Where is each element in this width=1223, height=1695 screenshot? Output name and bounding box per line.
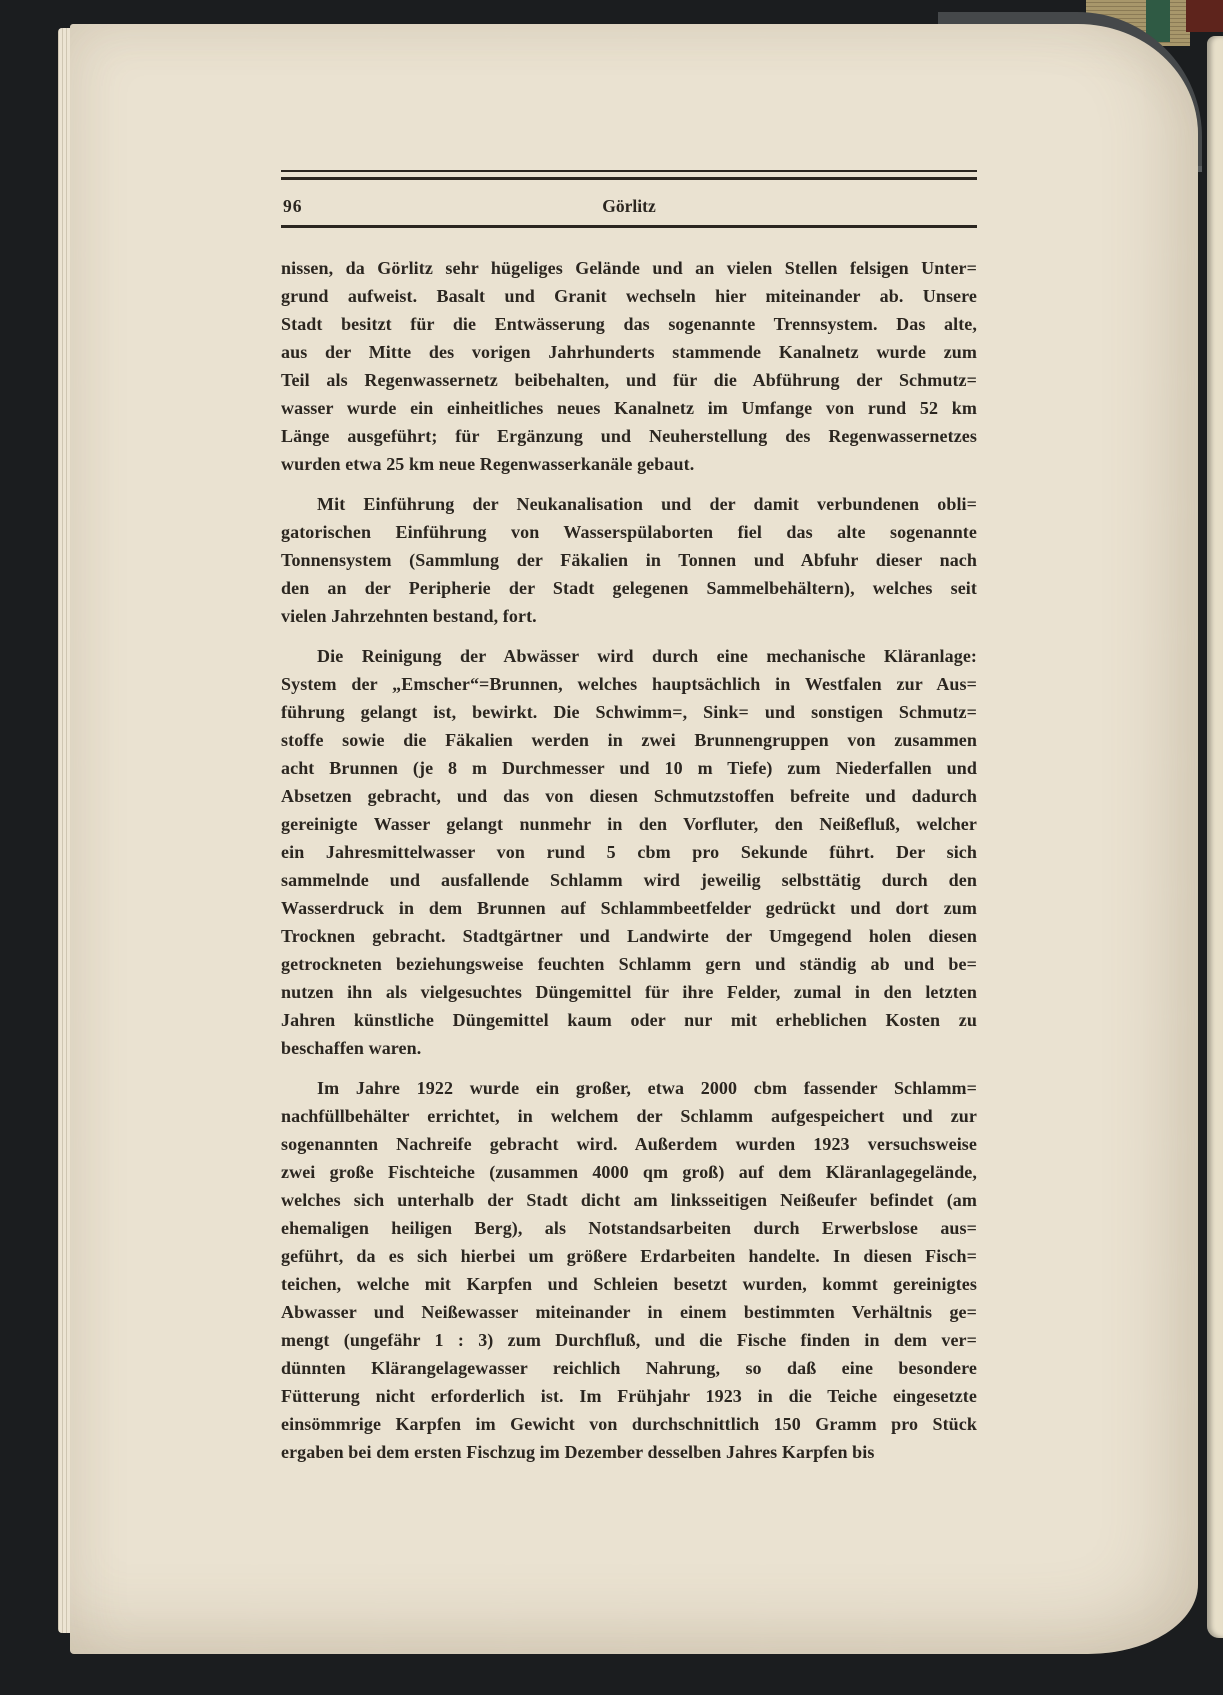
- page-number: 96: [283, 196, 303, 216]
- text-line: einsömmrige Karpfen im Gewicht von durchschnittlich 150 Gramm pro Stück: [281, 1414, 977, 1434]
- text-line: gatorischen Einführung von Wasserspülaborten fiel das alte sogenannte: [281, 522, 977, 542]
- text-line: nissen, da Görlitz sehr hügeliges Gelände und an vielen Stellen felsigen Unter=: [281, 258, 977, 278]
- text-line: Mit Einführung der Neukanalisation und der damit verbundenen obli=: [317, 494, 977, 514]
- paragraph: [281, 490, 977, 630]
- text-line: Die Reinigung der Abwässer wird durch eine mechanische Kläranlage:: [317, 646, 977, 666]
- paragraph: [281, 1074, 977, 1466]
- text-line: sogenannten Nachreife gebracht wird. Außerdem wurden 1923 versuchsweise: [281, 1134, 977, 1154]
- text-line: nutzen ihn als vielgesuchtes Düngemittel für ihre Felder, zumal in den letzten: [281, 982, 977, 1002]
- text-line: teichen, welche mit Karpfen und Schleien besetzt wurden, kommt gereinigtes: [281, 1274, 977, 1294]
- text-line: getrockneten beziehungsweise feuchten Schlamm gern und ständig ab und be=: [281, 954, 977, 974]
- text-line: wurden etwa 25 km neue Regenwasserkanäle gebaut.: [281, 454, 695, 474]
- text-line: dünnten Klärangelagewasser reichlich Nahrung, so daß eine besondere: [281, 1358, 977, 1378]
- text-line: gereinigte Wasser gelangt nunmehr in den Vorfluter, den Neißefluß, welcher: [281, 814, 977, 834]
- text-line: wasser wurde ein einheitliches neues Kanalnetz im Umfange von rund 52 km: [281, 398, 977, 418]
- body-text: [281, 254, 977, 1466]
- text-line: nachfüllbehälter errichtet, in welchem der Schlamm aufgespeichert und zur: [281, 1106, 977, 1126]
- text-line: geführt, da es sich hierbei um größere Erdarbeiten handelte. In diesen Fisch=: [281, 1246, 977, 1266]
- page-header: [281, 189, 977, 225]
- text-line: grund aufweist. Basalt und Granit wechseln hier miteinander ab. Unsere: [281, 286, 977, 306]
- text-line: ergaben bei dem ersten Fischzug im Dezember desselben Jahres Karpfen bis: [281, 1442, 875, 1462]
- text-line: System der „Emscher“=Brunnen, welches hauptsächlich in Westfalen zur Aus=: [281, 674, 977, 694]
- text-line: Abwasser und Neißewasser miteinander in einem bestimmten Verhältnis ge=: [281, 1302, 977, 1322]
- header-rule-bottom: [281, 225, 977, 228]
- text-line: welches sich unterhalb der Stadt dicht am linksseitigen Neißeufer befindet (am: [281, 1190, 977, 1210]
- text-line: Absetzen gebracht, und das von diesen Schmutzstoffen befreite und dadurch: [281, 786, 977, 806]
- text-line: stoffe sowie die Fäkalien werden in zwei Brunnengruppen von zusammen: [281, 730, 977, 750]
- text-line: acht Brunnen (je 8 m Durchmesser und 10 m Tiefe) zum Niederfallen und: [281, 758, 977, 778]
- page-content: [281, 170, 977, 1466]
- text-line: beschaffen waren.: [281, 1038, 422, 1058]
- text-line: Fütterung nicht erforderlich ist. Im Frühjahr 1923 in die Teiche eingesetzte: [281, 1386, 977, 1406]
- paragraph: [281, 642, 977, 1062]
- text-line: den an der Peripherie der Stadt gelegenen Sammelbehältern), welches seit: [281, 578, 977, 598]
- text-line: ehemaligen heiligen Berg), als Notstandsarbeiten durch Erwerbslose aus=: [281, 1218, 977, 1238]
- text-line: vielen Jahrzehnten bestand, fort.: [281, 606, 537, 626]
- text-line: aus der Mitte des vorigen Jahrhunderts stammende Kanalnetz wurde zum: [281, 342, 977, 362]
- text-line: mengt (ungefähr 1 : 3) zum Durchfluß, und die Fische finden in dem ver=: [281, 1330, 977, 1350]
- text-line: ein Jahresmittelwasser von rund 5 cbm pro Sekunde führt. Der sich: [281, 842, 977, 862]
- text-line: Teil als Regenwassernetz beibehalten, und für die Abführung der Schmutz=: [281, 370, 977, 390]
- text-line: sammelnde und ausfallende Schlamm wird jeweilig selbsttätig durch den: [281, 870, 977, 890]
- text-line: Länge ausgeführt; für Ergänzung und Neuherstellung des Regenwassernetzes: [281, 426, 977, 446]
- book-top-edge-red: [1186, 0, 1223, 32]
- adjacent-page-edge: [1207, 36, 1223, 1638]
- text-line: Trocknen gebracht. Stadtgärtner und Landwirte der Umgegend holen diesen: [281, 926, 977, 946]
- text-line: Stadt besitzt für die Entwässerung das sogenannte Trennsystem. Das alte,: [281, 314, 977, 334]
- text-line: zwei große Fischteiche (zusammen 4000 qm groß) auf dem Kläranlagegelände,: [281, 1162, 977, 1182]
- text-line: Im Jahre 1922 wurde ein großer, etwa 2000 cbm fassender Schlamm=: [317, 1078, 977, 1098]
- text-line: Jahren künstliche Düngemittel kaum oder nur mit erheblichen Kosten zu: [281, 1010, 977, 1030]
- text-line: Tonnensystem (Sammlung der Fäkalien in Tonnen und Abfuhr dieser nach: [281, 550, 977, 570]
- text-line: führung gelangt ist, bewirkt. Die Schwimm=, Sink= und sonstigen Schmutz=: [281, 702, 977, 722]
- running-title: Görlitz: [602, 196, 656, 216]
- text-line: Wasserdruck in dem Brunnen auf Schlammbeetfelder gedrückt und dort zum: [281, 898, 977, 918]
- header-rule-top: [281, 170, 977, 180]
- paragraph: [281, 254, 977, 478]
